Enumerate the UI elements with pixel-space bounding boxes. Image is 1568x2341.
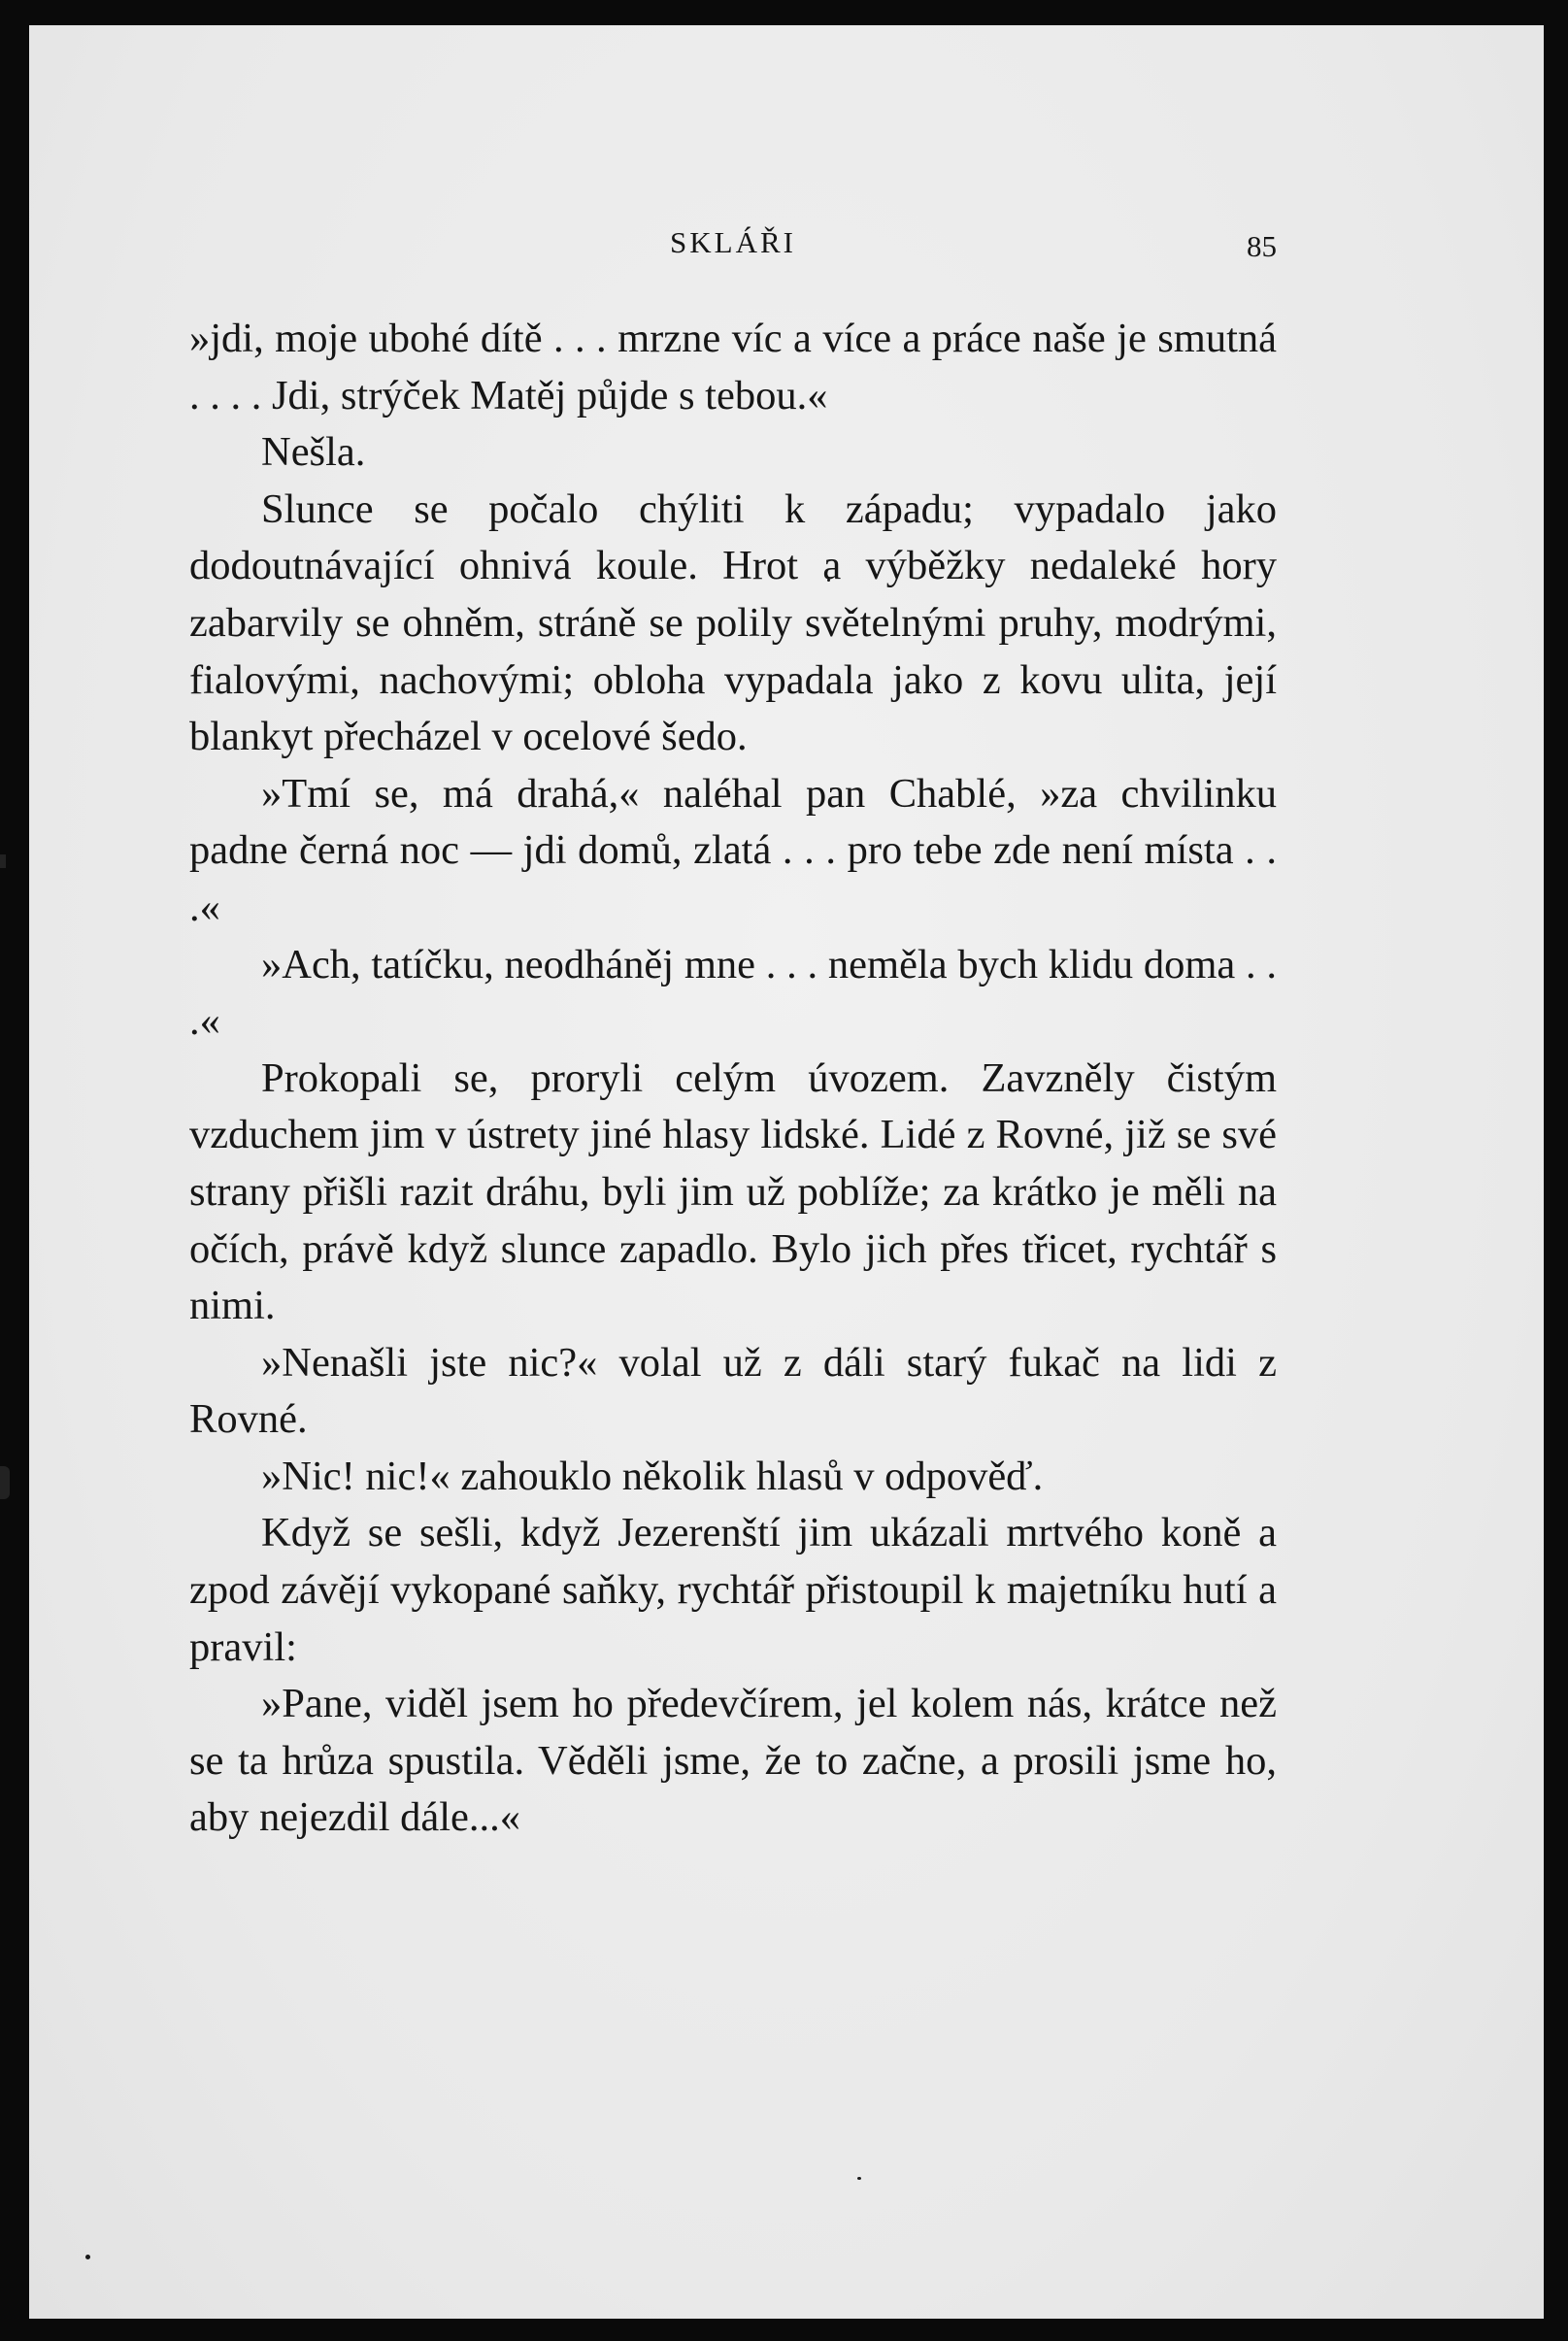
paragraph: Nešla. bbox=[261, 429, 366, 476]
binding-mark bbox=[0, 1466, 10, 1499]
paper-speck bbox=[857, 2177, 861, 2180]
running-head bbox=[189, 225, 1277, 264]
paragraph: »Tmí se, má drahá,« naléhal pan Chablé, »za chvilinku padne černá noc — jdi domů, zlatá . . . pro tebe zde není místa . . .« bbox=[189, 770, 1277, 930]
paragraph: »Nenašli jste nic?« volal už z dáli starý fukač na lidi z Rovné. bbox=[189, 1339, 1277, 1443]
paragraph: Prokopali se, proryli celým úvozem. Zavzněly čistým vzduchem jim v ústrety jiné hlasy lidské. Lidé z Rovné, již se své strany přišli razit dráhu, byli jim už poblíže; za krátko je měli na očích, právě když slunce zapadlo. Bylo jich přes třicet, rychtář s nimi. bbox=[189, 1054, 1277, 1329]
running-head-title: SKLÁŘI bbox=[670, 225, 796, 259]
page-number: 85 bbox=[1247, 229, 1277, 263]
binding-mark bbox=[0, 854, 6, 868]
paragraph: »Nic! nic!« zahouklo několik hlasů v odpověď. bbox=[261, 1453, 1044, 1499]
paragraph: »Pane, viděl jsem ho předevčírem, jel kolem nás, krátce než se ta hrůza spustila. Věděli jsme, že to začne, a prosili jsme ho, aby nejezdil dále...« bbox=[189, 1681, 1277, 1841]
book-page bbox=[29, 25, 1544, 2319]
paragraph: »jdi, moje ubohé dítě . . . mrzne víc a více a práce naše je smutná . . . . Jdi, strýček Matěj půjde s tebou.« bbox=[189, 316, 1277, 418]
paragraph: »Ach, tatíčku, neodháněj mne . . . neměla bych klidu doma . . .« bbox=[189, 941, 1277, 1045]
paragraph: Když se sešli, když Jezerenští jim ukázali mrtvého koně a zpod závějí vykopané saňky, rychtář přistoupil k majetníku hutí a pravil: bbox=[189, 1510, 1277, 1670]
body-text bbox=[189, 311, 1277, 1847]
paragraph: Slunce se počalo chýliti k západu; vypadalo jako dodoutnávající ohnivá koule. Hrot a výběžky nedaleké hory zabarvily se ohněm, stráně se polily světelnými pruhy, modrými, fialovými, nachovými; obloha vypadala jako z kovu ulita, její blankyt přecházel v ocelové šedo. bbox=[189, 485, 1277, 760]
paper-speck bbox=[85, 2255, 90, 2259]
